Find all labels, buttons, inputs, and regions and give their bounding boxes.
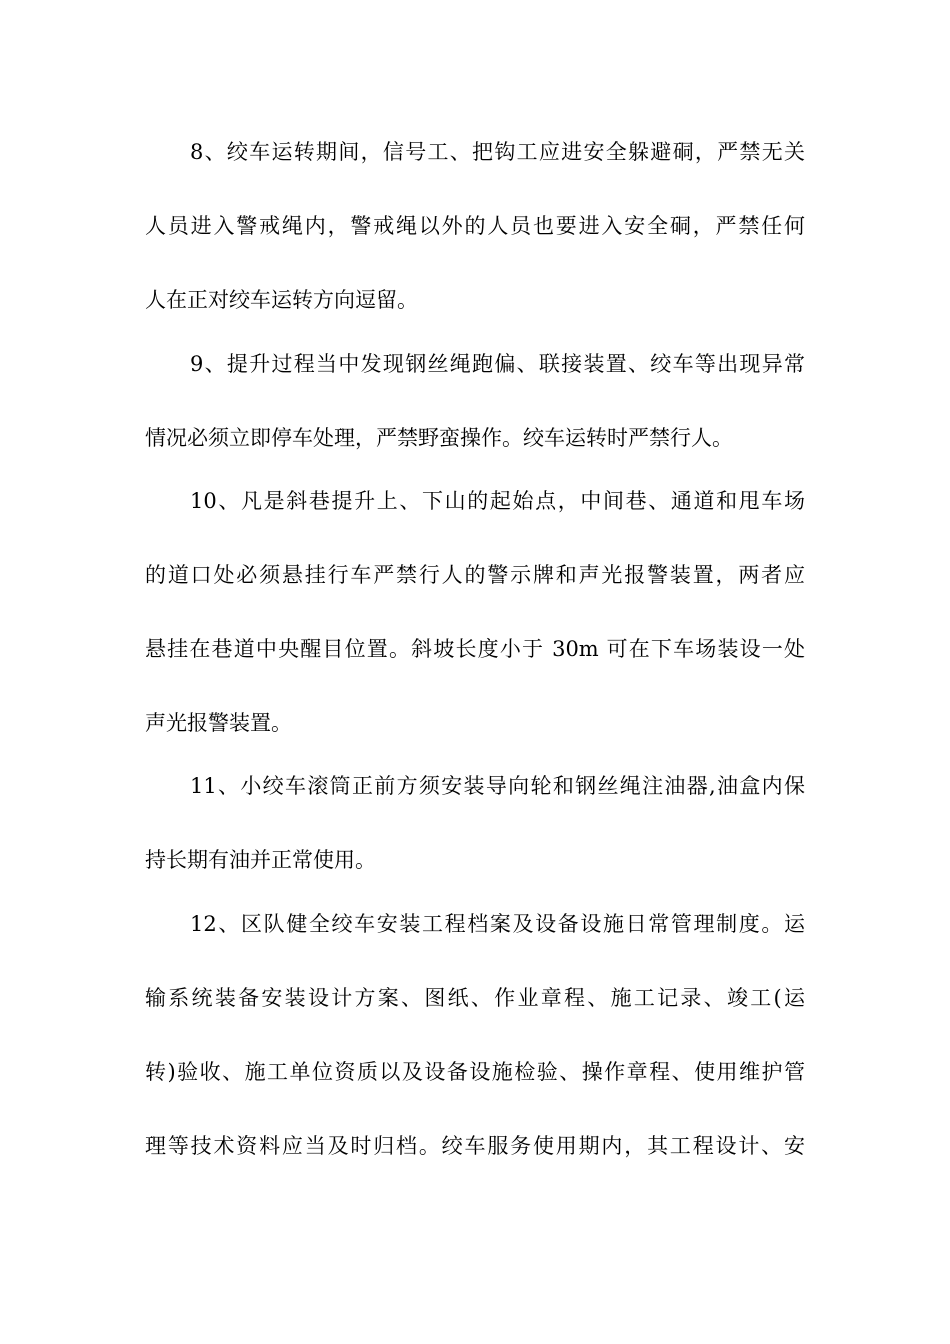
paragraph-10-line-4: 声光报警装置。 [145, 711, 292, 735]
paragraph-10-line-2: 的道口处必须悬挂行车严禁行人的警示牌和声光报警装置，两者应 [145, 563, 805, 587]
paragraph-8-line-3: 人在正对绞车运转方向逗留。 [145, 288, 418, 312]
paragraph-8-line-2: 人员进入警戒绳内，警戒绳以外的人员也要进入安全硐，严禁任何 [145, 214, 805, 238]
paragraph-10-line-1: 10、凡是斜巷提升上、下山的起始点，中间巷、通道和甩车场 [190, 489, 805, 513]
paragraph-12-line-2: 输系统装备安装设计方案、图纸、作业章程、施工记录、竣工(运 [145, 986, 805, 1010]
paragraph-9-line-2: 情况必须立即停车处理，严禁野蛮操作。绞车运转时严禁行人。 [145, 426, 733, 450]
paragraph-11-line-2: 持长期有油并正常使用。 [145, 848, 376, 872]
paragraph-12-line-1: 12、区队健全绞车安装工程档案及设备设施日常管理制度。运 [190, 912, 805, 936]
paragraph-8-line-1: 8、绞车运转期间，信号工、把钩工应进安全躲避硐，严禁无关 [190, 140, 805, 164]
paragraph-12-line-3: 转)验收、施工单位资质以及设备设施检验、操作章程、使用维护管 [145, 1060, 805, 1084]
paragraph-9-line-1: 9、提升过程当中发现钢丝绳跑偏、联接装置、绞车等出现异常 [190, 352, 805, 376]
paragraph-11-line-1: 11、小绞车滚筒正前方须安装导向轮和钢丝绳注油器,油盒内保 [190, 774, 805, 798]
paragraph-12-line-4: 理等技术资料应当及时归档。绞车服务使用期内，其工程设计、安 [145, 1134, 805, 1158]
paragraph-10-line-3: 悬挂在巷道中央醒目位置。斜坡长度小于 30m 可在下车场装设一处 [145, 637, 805, 661]
